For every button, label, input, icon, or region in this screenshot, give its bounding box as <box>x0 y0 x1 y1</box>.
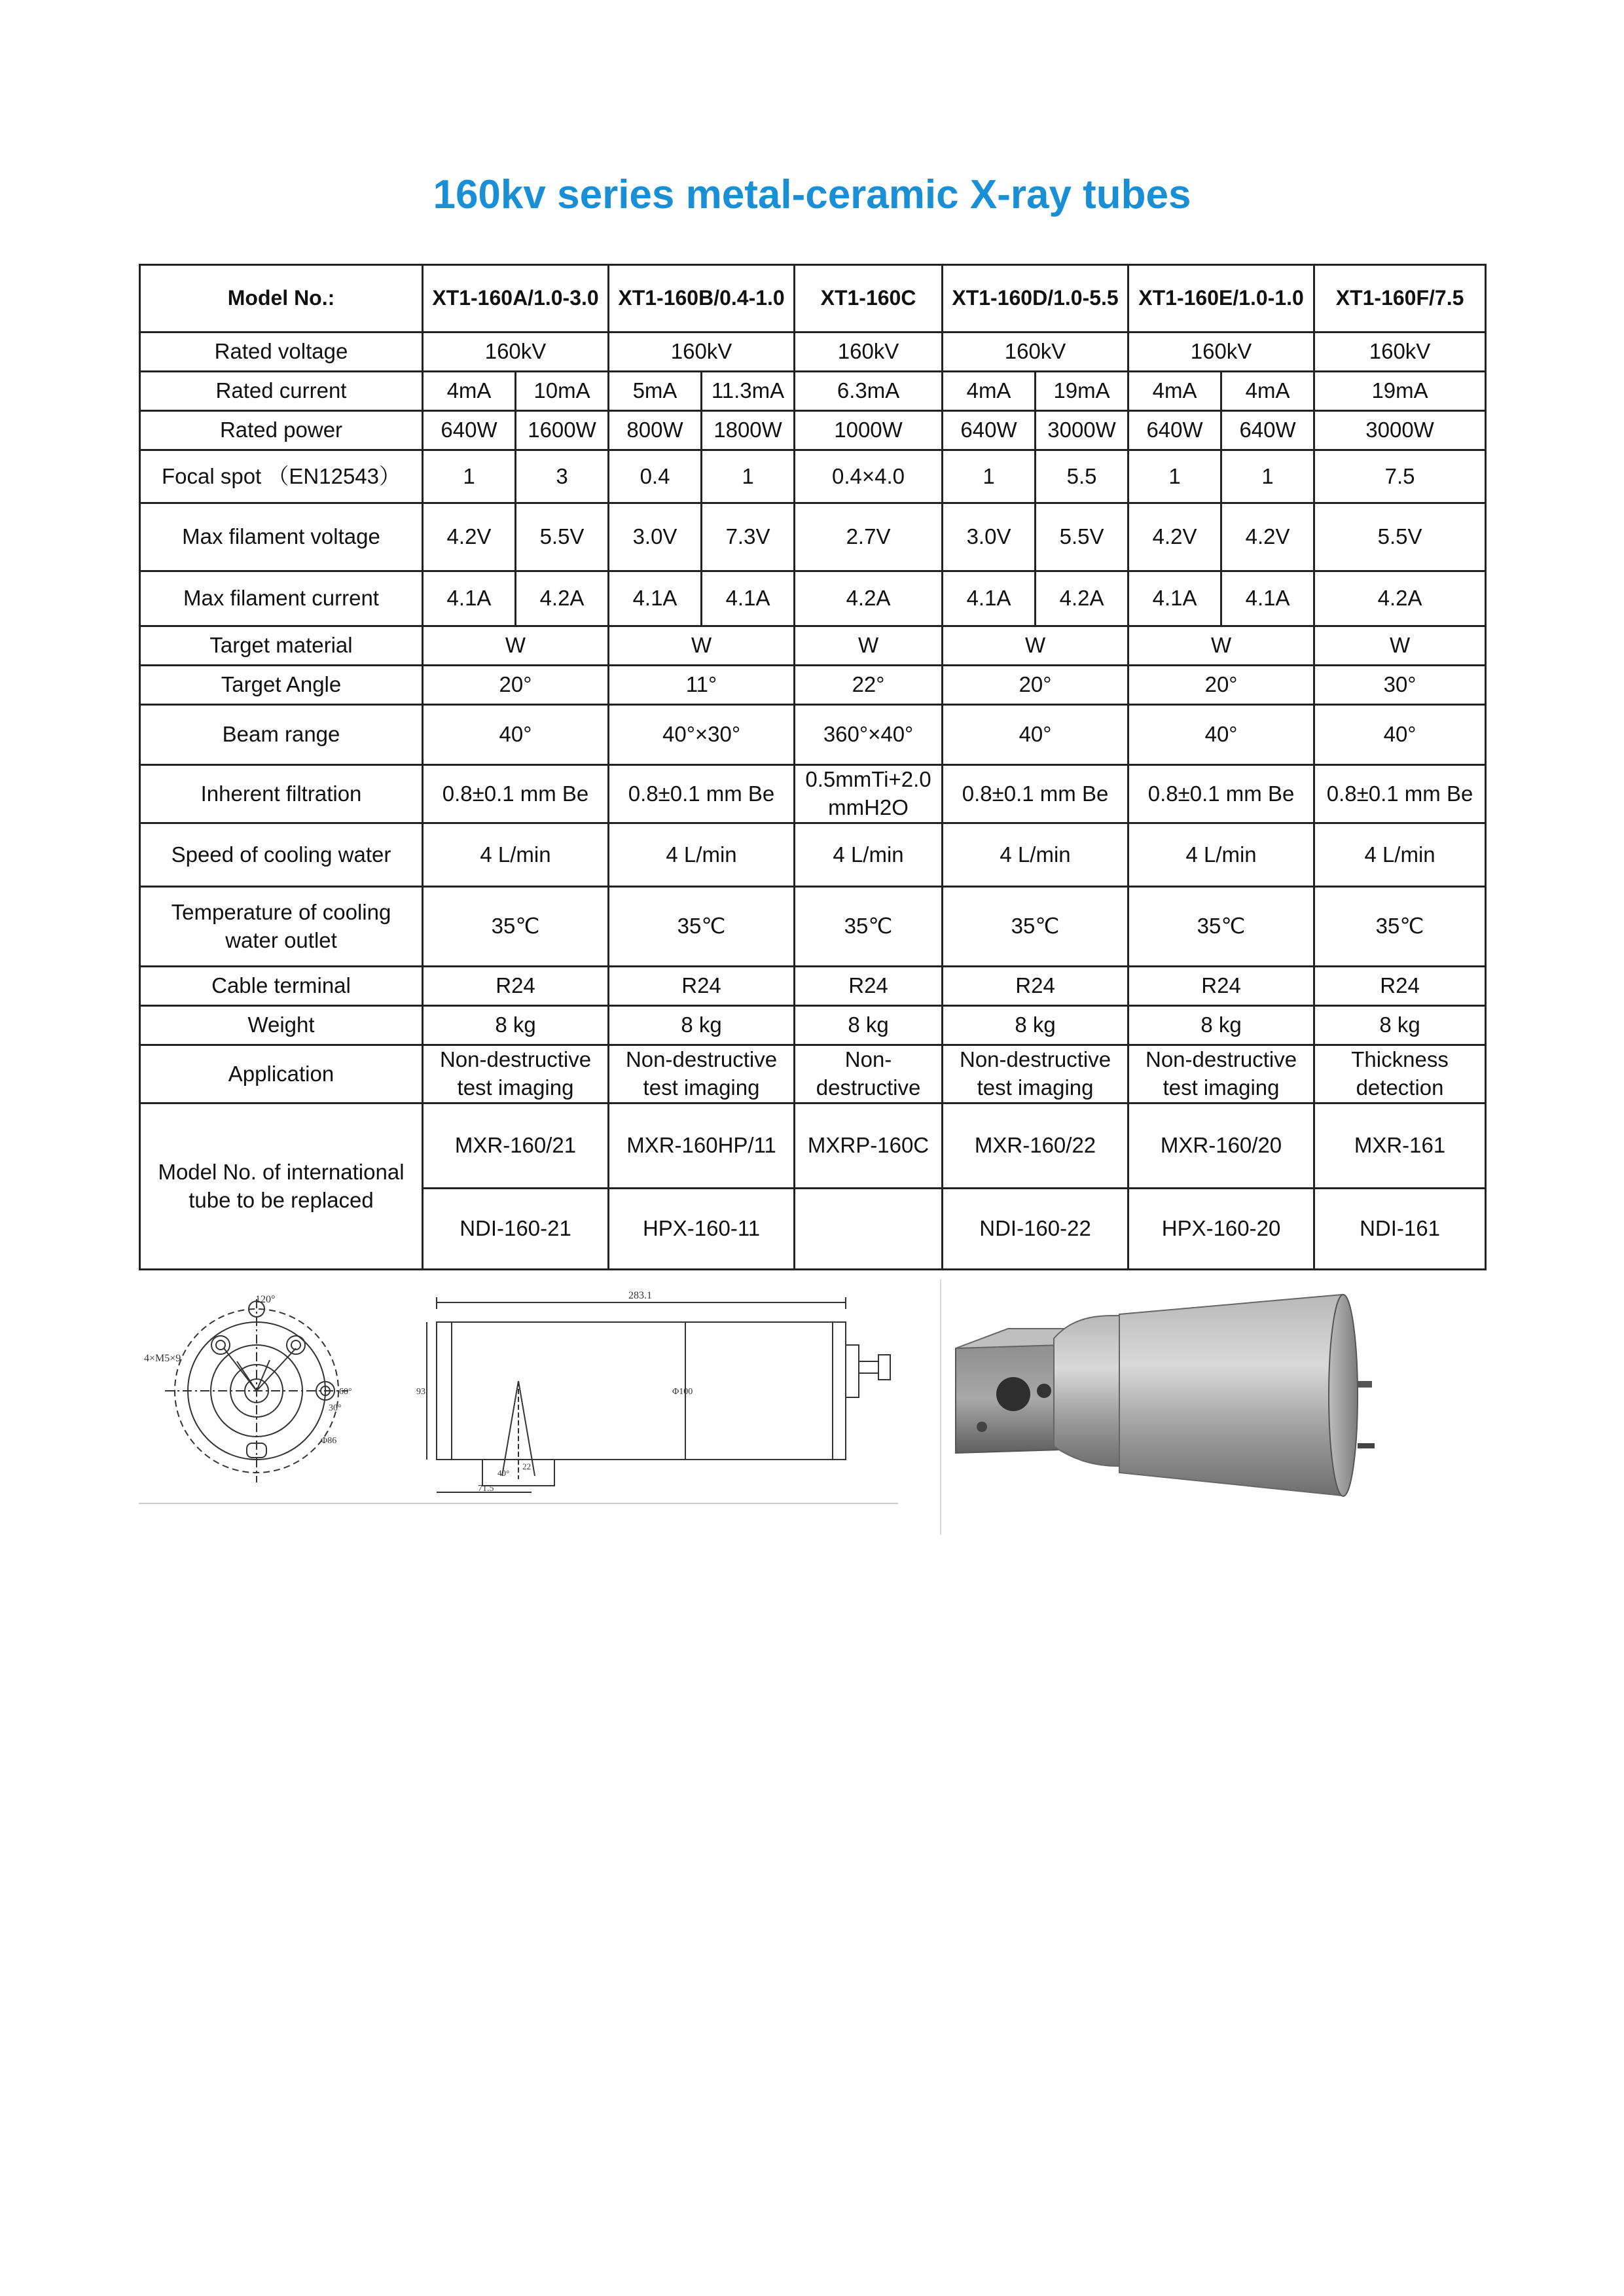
table-cell: 7.3V <box>702 503 795 571</box>
table-cell: 35℃ <box>1314 887 1486 967</box>
header-model: XT1-160C <box>795 265 943 332</box>
dimension-label: 40° <box>497 1468 510 1478</box>
table-cell: 8 kg <box>795 1006 943 1045</box>
dimension-label: 71.5 <box>478 1484 494 1494</box>
table-cell: 4 L/min <box>795 823 943 887</box>
table-cell: 160kV <box>943 332 1128 372</box>
table-cell: MXR-160HP/11 <box>609 1103 795 1189</box>
row-label: Temperature of cooling water outlet <box>140 887 423 967</box>
table-cell: 5.5V <box>1314 503 1486 571</box>
table-cell: 360°×40° <box>795 705 943 765</box>
table-row-focal-spot <box>140 450 1486 503</box>
table-cell: 40° <box>1314 705 1486 765</box>
table-cell: 19mA <box>1036 372 1128 411</box>
table-row-rated-power <box>140 411 1486 450</box>
table-cell: 4.1A <box>423 571 516 626</box>
table-cell: 1 <box>1221 450 1314 503</box>
table-cell: 7.5 <box>1314 450 1486 503</box>
header-model: XT1-160B/0.4-1.0 <box>609 265 795 332</box>
row-label: Focal spot （EN12543） <box>140 450 423 503</box>
table-cell: 1000W <box>795 411 943 450</box>
row-label: Model No. of international tube to be replaced <box>140 1103 423 1270</box>
table-cell: 4mA <box>1221 372 1314 411</box>
table-cell: 4 L/min <box>943 823 1128 887</box>
table-cell: 4 L/min <box>609 823 795 887</box>
technical-drawing <box>139 1283 898 1505</box>
table-cell: 0.8±0.1 mm Be <box>423 765 609 823</box>
table-cell: 0.8±0.1 mm Be <box>943 765 1128 823</box>
row-label: Speed of cooling water <box>140 823 423 887</box>
table-cell: 11° <box>609 666 795 705</box>
table-cell: 4mA <box>1128 372 1221 411</box>
dimension-label: 4×M5×9 <box>144 1353 181 1364</box>
table-cell: 4.1A <box>1221 571 1314 626</box>
table-cell: 1600W <box>516 411 609 450</box>
table-cell: 160kV <box>1314 332 1486 372</box>
dimension-label: 120° <box>255 1294 276 1305</box>
table-cell: MXR-160/21 <box>423 1103 609 1189</box>
table-row-beam-range <box>140 705 1486 765</box>
table-cell: 40°×30° <box>609 705 795 765</box>
table-cell: 20° <box>423 666 609 705</box>
table-row-weight <box>140 1006 1486 1045</box>
table-cell: 10mA <box>516 372 609 411</box>
table-cell: MXR-160/22 <box>943 1103 1128 1189</box>
table-cell: Non-destructive test imaging <box>423 1045 609 1103</box>
table-cell: R24 <box>943 967 1128 1006</box>
table-cell: 0.5mmTi+2.0 mmH2O <box>795 765 943 823</box>
table-cell: 4.1A <box>702 571 795 626</box>
table-row-rated-current <box>140 372 1486 411</box>
table-row-max-filament-current <box>140 571 1486 626</box>
table-cell: 0.8±0.1 mm Be <box>1314 765 1486 823</box>
table-cell: R24 <box>795 967 943 1006</box>
table-cell: Non-destructive test imaging <box>943 1045 1128 1103</box>
table-row-cooling-speed <box>140 823 1486 887</box>
table-cell: 20° <box>943 666 1128 705</box>
row-label: Target material <box>140 626 423 666</box>
table-cell: NDI-160-22 <box>943 1189 1128 1270</box>
table-cell: 640W <box>1128 411 1221 450</box>
dimension-label: 60° <box>339 1387 352 1397</box>
header-model: XT1-160D/1.0-5.5 <box>943 265 1128 332</box>
row-label: Inherent filtration <box>140 765 423 823</box>
table-row-max-filament-voltage <box>140 503 1486 571</box>
row-label: Rated current <box>140 372 423 411</box>
table-cell: 8 kg <box>1128 1006 1314 1045</box>
table-cell: MXRP-160C <box>795 1103 943 1189</box>
table-cell: 1 <box>423 450 516 503</box>
table-cell: NDI-160-21 <box>423 1189 609 1270</box>
header-model: XT1-160E/1.0-1.0 <box>1128 265 1314 332</box>
table-cell: 30° <box>1314 666 1486 705</box>
table-cell: 20° <box>1128 666 1314 705</box>
table-cell: R24 <box>1314 967 1486 1006</box>
table-cell: W <box>795 626 943 666</box>
spec-table <box>139 264 1487 1270</box>
row-label: Max filament voltage <box>140 503 423 571</box>
table-cell: 3000W <box>1314 411 1486 450</box>
table-cell: R24 <box>1128 967 1314 1006</box>
table-row-cooling-temperature <box>140 887 1486 967</box>
table-cell: 8 kg <box>423 1006 609 1045</box>
table-cell: 1 <box>943 450 1036 503</box>
table-cell: 40° <box>943 705 1128 765</box>
table-cell: 5mA <box>609 372 702 411</box>
table-cell: 3000W <box>1036 411 1128 450</box>
table-cell: 4.1A <box>943 571 1036 626</box>
table-cell: 4.2A <box>795 571 943 626</box>
table-cell: 5.5 <box>1036 450 1128 503</box>
table-cell: 0.8±0.1 mm Be <box>1128 765 1314 823</box>
table-cell: Non-destructive <box>795 1045 943 1103</box>
product-photo <box>936 1276 1434 1538</box>
table-cell: 4 L/min <box>423 823 609 887</box>
table-cell: 4.1A <box>609 571 702 626</box>
table-cell: W <box>609 626 795 666</box>
table-cell: 4.2A <box>1036 571 1128 626</box>
table-cell: MXR-161 <box>1314 1103 1486 1189</box>
dimension-label: 22 <box>522 1462 531 1471</box>
table-cell: MXR-160/20 <box>1128 1103 1314 1189</box>
row-label: Application <box>140 1045 423 1103</box>
table-cell: 8 kg <box>943 1006 1128 1045</box>
table-cell: 40° <box>423 705 609 765</box>
dimension-label: Φ86 <box>321 1436 337 1446</box>
table-cell: Non-destructive test imaging <box>609 1045 795 1103</box>
table-cell: 5.5V <box>516 503 609 571</box>
table-cell: 4mA <box>943 372 1036 411</box>
table-cell <box>795 1189 943 1270</box>
table-cell: 4.2A <box>516 571 609 626</box>
header-model: XT1-160F/7.5 <box>1314 265 1486 332</box>
table-cell: NDI-161 <box>1314 1189 1486 1270</box>
table-cell: W <box>1128 626 1314 666</box>
table-cell: 640W <box>1221 411 1314 450</box>
table-cell: 19mA <box>1314 372 1486 411</box>
table-cell: R24 <box>423 967 609 1006</box>
table-row-rated-voltage <box>140 332 1486 372</box>
row-label: Rated power <box>140 411 423 450</box>
table-cell: 22° <box>795 666 943 705</box>
table-cell: 35℃ <box>795 887 943 967</box>
table-cell: HPX-160-11 <box>609 1189 795 1270</box>
table-cell: 3 <box>516 450 609 503</box>
table-cell: 640W <box>943 411 1036 450</box>
page-title: 160kv series metal-ceramic X-ray tubes <box>433 172 1191 217</box>
table-row-replacement <box>140 1103 1486 1189</box>
row-label: Rated voltage <box>140 332 423 372</box>
table-cell: W <box>423 626 609 666</box>
table-cell: 4mA <box>423 372 516 411</box>
table-cell: 4.1A <box>1128 571 1221 626</box>
row-label: Weight <box>140 1006 423 1045</box>
table-cell: 4.2V <box>423 503 516 571</box>
row-label: Max filament current <box>140 571 423 626</box>
table-cell: HPX-160-20 <box>1128 1189 1314 1270</box>
dimension-label: Φ100 <box>672 1387 693 1397</box>
table-cell: 4.2V <box>1128 503 1221 571</box>
table-row-target-angle <box>140 666 1486 705</box>
dimension-label: 30° <box>329 1403 342 1413</box>
table-cell: 1 <box>1128 450 1221 503</box>
table-cell: R24 <box>609 967 795 1006</box>
table-cell: 160kV <box>795 332 943 372</box>
table-cell: 0.4 <box>609 450 702 503</box>
table-row-inherent-filtration <box>140 765 1486 823</box>
table-cell: 8 kg <box>609 1006 795 1045</box>
table-cell: 11.3mA <box>702 372 795 411</box>
table-cell: W <box>943 626 1128 666</box>
row-label: Cable terminal <box>140 967 423 1006</box>
table-cell: 0.4×4.0 <box>795 450 943 503</box>
table-cell: 35℃ <box>609 887 795 967</box>
table-row-application <box>140 1045 1486 1103</box>
header-model: XT1-160A/1.0-3.0 <box>423 265 609 332</box>
table-cell: 800W <box>609 411 702 450</box>
table-row-target-material <box>140 626 1486 666</box>
table-cell: 35℃ <box>943 887 1128 967</box>
table-cell: 0.8±0.1 mm Be <box>609 765 795 823</box>
table-cell: Thickness detection <box>1314 1045 1486 1103</box>
table-cell: 3.0V <box>943 503 1036 571</box>
table-cell: 1 <box>702 450 795 503</box>
table-cell: 4 L/min <box>1128 823 1314 887</box>
table-cell: 160kV <box>609 332 795 372</box>
table-cell: 5.5V <box>1036 503 1128 571</box>
table-cell: 40° <box>1128 705 1314 765</box>
table-cell: W <box>1314 626 1486 666</box>
table-row-header <box>140 265 1486 332</box>
table-cell: 2.7V <box>795 503 943 571</box>
table-cell: 4.2V <box>1221 503 1314 571</box>
table-cell: 4 L/min <box>1314 823 1486 887</box>
dimension-label: 283.1 <box>628 1290 652 1301</box>
dimension-label: 93 <box>416 1387 425 1397</box>
table-cell: 640W <box>423 411 516 450</box>
table-cell: 8 kg <box>1314 1006 1486 1045</box>
row-label: Beam range <box>140 705 423 765</box>
table-cell: 4.2A <box>1314 571 1486 626</box>
table-cell: Non-destructive test imaging <box>1128 1045 1314 1103</box>
table-cell: 35℃ <box>423 887 609 967</box>
table-cell: 6.3mA <box>795 372 943 411</box>
table-cell: 3.0V <box>609 503 702 571</box>
table-cell: 160kV <box>423 332 609 372</box>
table-row-cable-terminal <box>140 967 1486 1006</box>
header-label: Model No.: <box>140 265 423 332</box>
table-cell: 160kV <box>1128 332 1314 372</box>
row-label: Target Angle <box>140 666 423 705</box>
table-cell: 1800W <box>702 411 795 450</box>
table-cell: 35℃ <box>1128 887 1314 967</box>
